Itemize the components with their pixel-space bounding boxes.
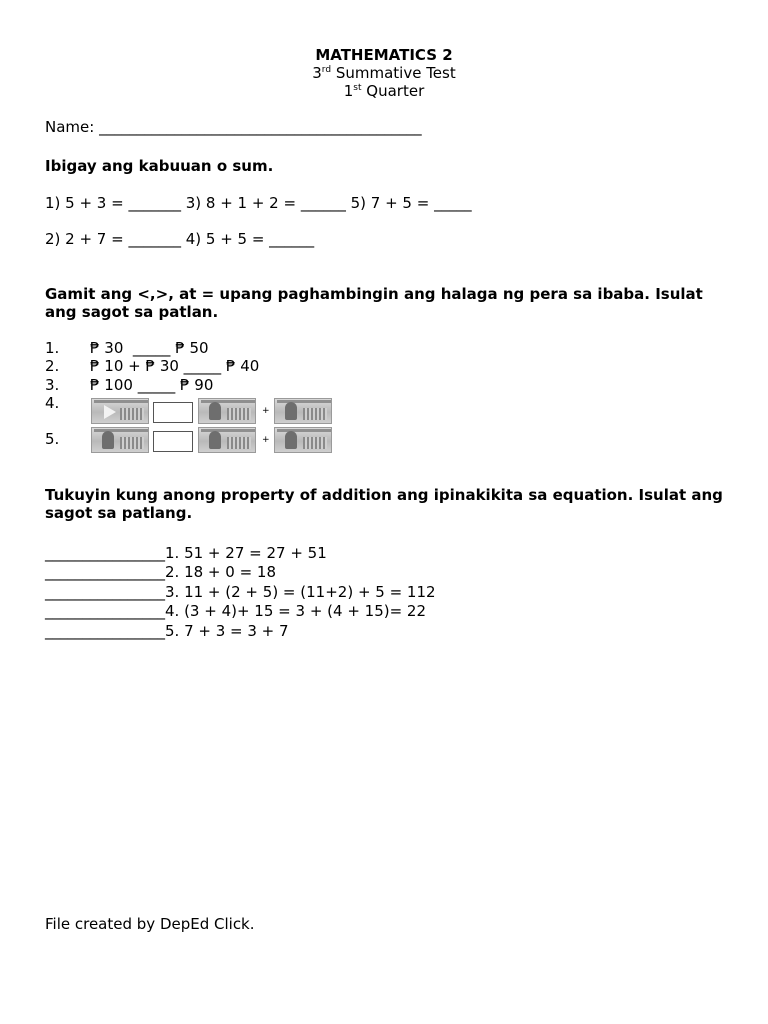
compare-item-3-number: 3. (45, 376, 60, 394)
compare-item-4-number: 4. (45, 394, 60, 412)
compare-item-1: ₱ 30 _____ ₱ 50 (90, 339, 209, 357)
quarter-ordinal-suffix: st (353, 83, 362, 93)
compare-item-1-number: 1. (45, 339, 60, 357)
footer-credit: File created by DepEd Click. (45, 915, 255, 933)
plus-sign: + (262, 406, 270, 416)
quarter-number: 1 (343, 82, 354, 100)
compare-item-5-number: 5. (45, 430, 60, 448)
quarter-label (0, 82, 768, 100)
answer-box[interactable] (153, 402, 193, 423)
test-type (0, 64, 768, 82)
property-item-1: ________________1. 51 + 27 = 27 + 51 (45, 544, 327, 562)
compare-item-3: ₱ 100 _____ ₱ 90 (90, 376, 214, 394)
peso-bill-image (274, 398, 332, 424)
test-number: 3 (312, 64, 322, 82)
test-label: Summative Test (331, 64, 456, 82)
sum-row-2: 2) 2 + 7 = _______ 4) 5 + 5 = ______ (45, 230, 315, 248)
peso-bill-image (91, 427, 149, 453)
property-item-4: ________________4. (3 + 4)+ 15 = 3 + (4 + 15)= 22 (45, 602, 427, 620)
peso-bill-image (198, 427, 256, 453)
plus-sign: + (262, 435, 270, 445)
peso-bill-image (274, 427, 332, 453)
section2-heading: Gamit ang <,>, at = upang paghambingin ang halaga ng pera sa ibaba. Isulat ang sagot sa patlan. (45, 285, 703, 321)
property-item-3: ________________3. 11 + (2 + 5) = (11+2) + 5 = 112 (45, 583, 436, 601)
compare-item-2: ₱ 10 + ₱ 30 _____ ₱ 40 (90, 357, 260, 375)
section3-heading: Tukuyin kung anong property of addition ang ipinakikita sa equation. Isulat ang sagot sa patlang. (45, 486, 723, 522)
section1-heading: Ibigay ang kabuuan o sum. (45, 157, 274, 175)
answer-box[interactable] (153, 431, 193, 452)
quarter-text: Quarter (361, 82, 425, 100)
sum-row-1: 1) 5 + 3 = _______ 3) 8 + 1 + 2 = ______ 5) 7 + 5 = _____ (45, 194, 472, 212)
property-item-2: ________________2. 18 + 0 = 18 (45, 563, 277, 581)
name-field[interactable]: Name: ___________________________________________ (45, 118, 422, 136)
ordinal-suffix: rd (321, 65, 332, 75)
peso-bill-image (198, 398, 256, 424)
peso-bill-image (91, 398, 149, 424)
property-item-5: ________________5. 7 + 3 = 3 + 7 (45, 622, 289, 640)
page-title: MATHEMATICS 2 (315, 46, 453, 64)
compare-item-2-number: 2. (45, 357, 60, 375)
